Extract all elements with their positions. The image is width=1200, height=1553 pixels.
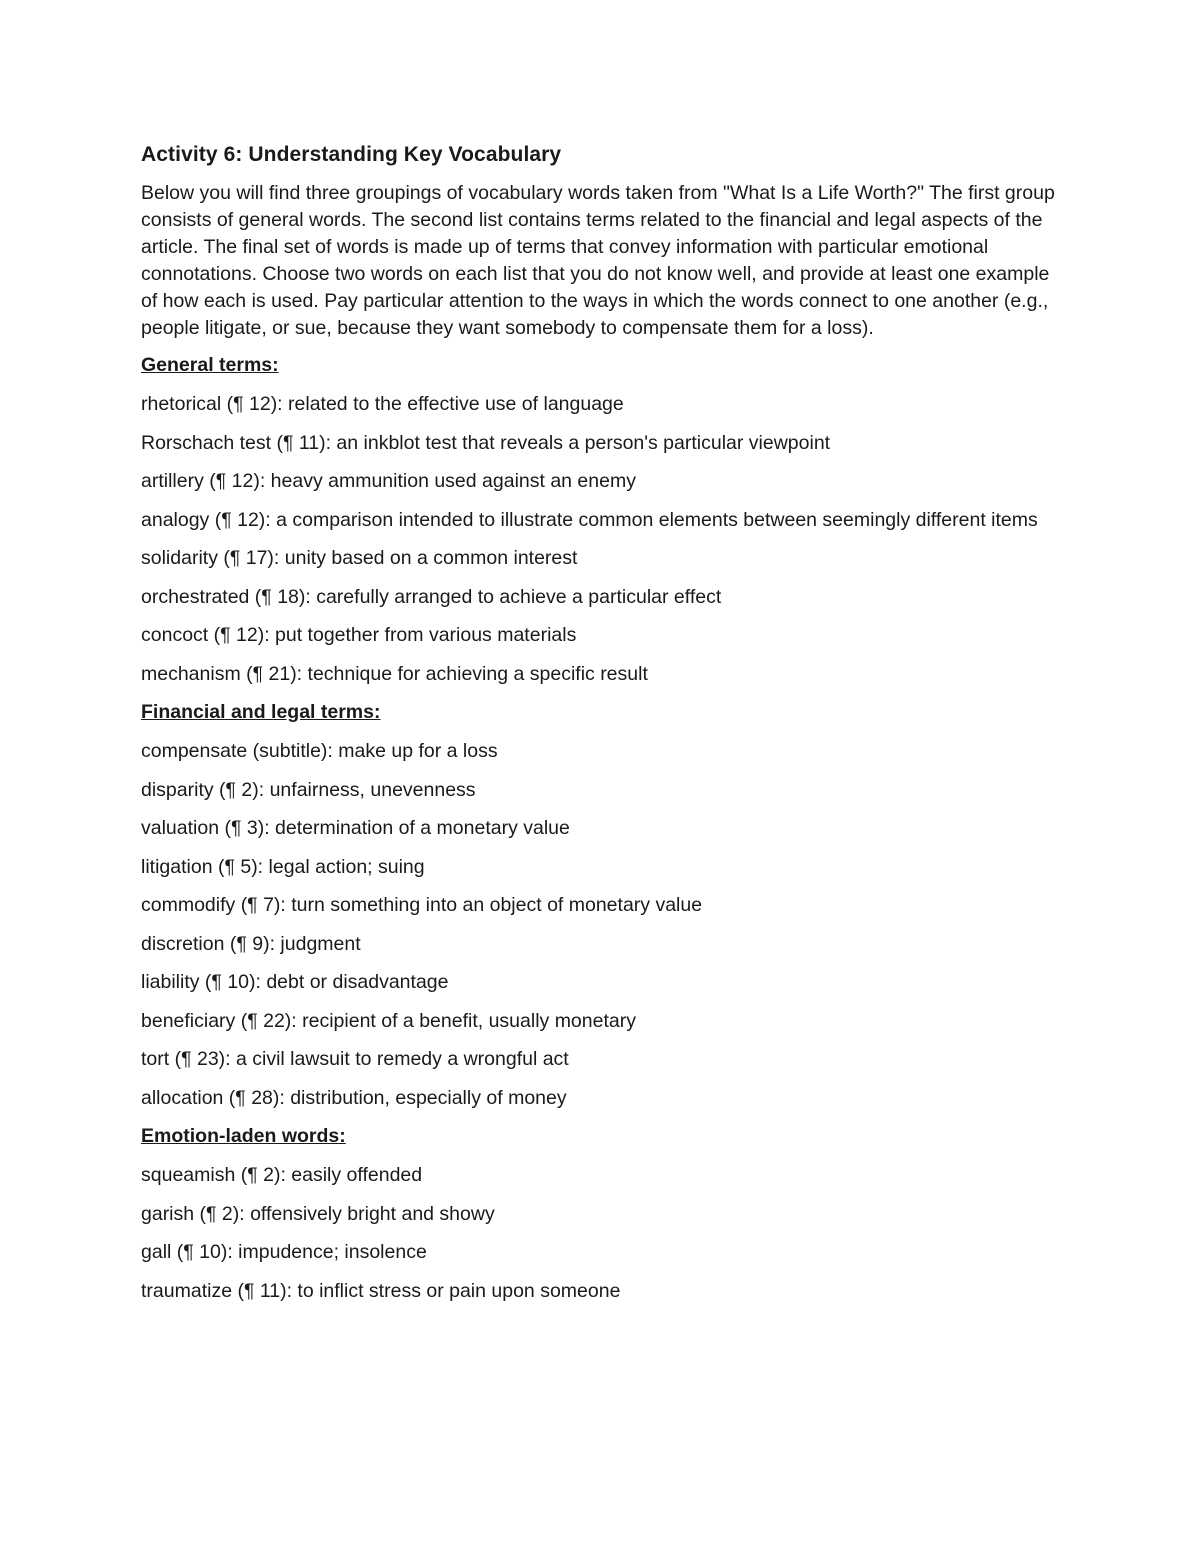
term-item: discretion (¶ 9): judgment bbox=[141, 932, 361, 955]
term-item: orchestrated (¶ 18): carefully arranged to achieve a particular effect bbox=[141, 585, 722, 608]
term-item: rhetorical (¶ 12): related to the effective use of language bbox=[141, 393, 624, 415]
section-general-terms bbox=[141, 352, 1061, 687]
term-item: commodify (¶ 7): turn something into an object of monetary value bbox=[141, 894, 703, 916]
term-item: squeamish (¶ 2): easily offended bbox=[141, 1164, 423, 1186]
term-item: compensate (subtitle): make up for a loss bbox=[141, 740, 498, 762]
term-list bbox=[141, 738, 1061, 1111]
term-item: liability (¶ 10): debt or disadvantage bbox=[141, 971, 449, 993]
term-item: traumatize (¶ 11): to inflict stress or pain upon someone bbox=[141, 1279, 621, 1302]
term-item: litigation (¶ 5): legal action; suing bbox=[141, 855, 425, 878]
page-title: Activity 6: Understanding Key Vocabulary bbox=[141, 143, 562, 166]
term-item: tort (¶ 23): a civil lawsuit to remedy a wrongful act bbox=[141, 1048, 569, 1070]
section-emotion-laden-words bbox=[141, 1123, 1061, 1304]
term-item: gall (¶ 10): impudence; insolence bbox=[141, 1241, 427, 1263]
term-item: Rorschach test (¶ 11): an inkblot test that reveals a person's particular viewpoint bbox=[141, 431, 831, 454]
document-page bbox=[141, 140, 1061, 1316]
intro-paragraph: Below you will find three groupings of vocabulary words taken from "What Is a Life Worth?" The first group consists of general words. The second list contains terms related to the financial and legal aspects of the article. The final set of words is made up of terms that convey information with particular emotional connotations. Choose two words on each list that you do not know well, and provide at least one example of how each is used. Pay particular attention to the ways in which the words connect to one another (e.g., people litigate, or sue, because they want somebody to compensate them for a loss). bbox=[141, 182, 1055, 339]
term-item: concoct (¶ 12): put together from various materials bbox=[141, 624, 577, 646]
section-heading: Financial and legal terms: bbox=[141, 701, 381, 723]
term-item: analogy (¶ 12): a comparison intended to illustrate common elements between seemingly different items bbox=[141, 508, 1038, 531]
term-item: garish (¶ 2): offensively bright and showy bbox=[141, 1202, 495, 1225]
term-item: disparity (¶ 2): unfairness, unevenness bbox=[141, 778, 476, 801]
term-item: artillery (¶ 12): heavy ammunition used against an enemy bbox=[141, 470, 636, 492]
term-item: valuation (¶ 3): determination of a monetary value bbox=[141, 817, 570, 839]
term-item: allocation (¶ 28): distribution, especially of money bbox=[141, 1086, 567, 1109]
term-list bbox=[141, 1162, 1061, 1304]
section-financial-legal-terms bbox=[141, 699, 1061, 1111]
term-list bbox=[141, 391, 1061, 687]
section-heading: General terms: bbox=[141, 354, 279, 376]
section-heading: Emotion-laden words: bbox=[141, 1125, 346, 1147]
term-item: mechanism (¶ 21): technique for achieving a specific result bbox=[141, 662, 648, 685]
term-item: solidarity (¶ 17): unity based on a common interest bbox=[141, 547, 578, 569]
term-item: beneficiary (¶ 22): recipient of a benefit, usually monetary bbox=[141, 1009, 636, 1032]
